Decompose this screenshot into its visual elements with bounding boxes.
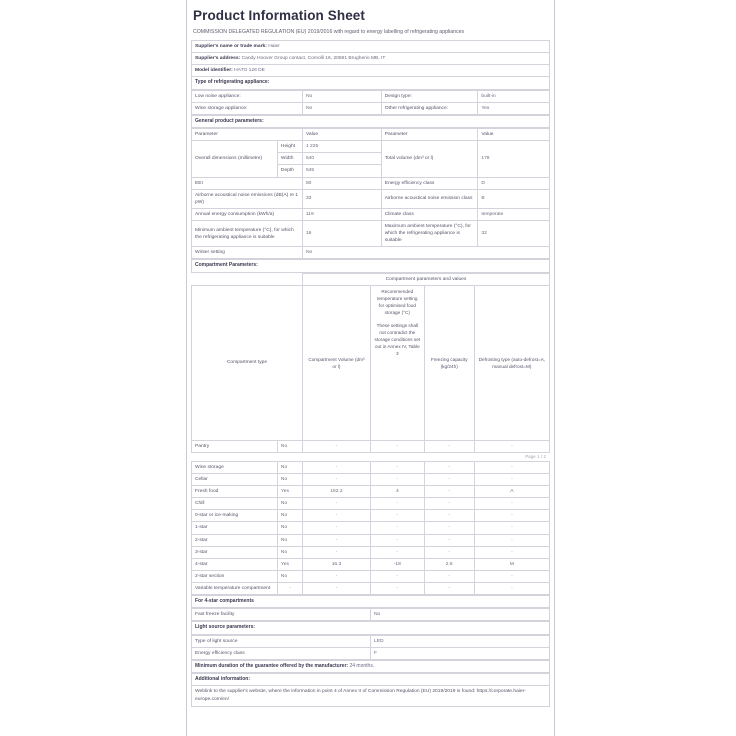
compartment-group-header: Compartment parameters and values [302, 273, 549, 285]
table-row [192, 558, 550, 570]
table-row [192, 498, 550, 510]
compartment-defrosting-chill: - [474, 498, 549, 510]
supplier-address-label: Supplier's address: [195, 56, 241, 62]
dimension-height-label: Height [277, 141, 302, 153]
compartment-defrosting-four-star: M [474, 558, 549, 570]
winter-setting-value: No [302, 247, 549, 259]
compartment-type-chill: Chill [192, 498, 278, 510]
additional-information-heading-row [192, 674, 550, 686]
compartment-parameters-heading: Compartment Parameters: [192, 260, 550, 272]
compartment-volume-zero-star: - [302, 510, 370, 522]
compartment-type-one-star: 1-star [192, 522, 278, 534]
compartment-temperature-three-star: - [370, 546, 424, 558]
table-row [192, 208, 550, 220]
compartment-temperature-one-star: - [370, 522, 424, 534]
compartment-freezing-four-star: 2.6 [424, 558, 474, 570]
four-star-heading: For 4-star compartments [192, 596, 550, 608]
supplier-name-row [192, 41, 550, 53]
guarantee-label: Minimum duration of the guarantee offered by the manufacturer: [195, 662, 349, 669]
compartment-volume-chill: - [302, 498, 370, 510]
header-value-right: Value [478, 129, 550, 141]
light-source-heading-row [192, 622, 550, 634]
fast-freeze-table [191, 608, 550, 621]
table-row [192, 247, 550, 259]
model-identifier-row [192, 65, 550, 77]
compartment-freezing-variable-temperature: - [424, 582, 474, 594]
compartment-volume-four-star: 16.3 [302, 558, 370, 570]
compartment-temperature-wine-storage: - [370, 461, 424, 473]
compartment-present-chill: No [277, 498, 302, 510]
other-refrigerating-value: Yes [478, 102, 550, 114]
energy-class-value: D [478, 177, 550, 189]
compartment-type-variable-temperature: Variable temperature compartment [192, 582, 278, 594]
appliance-type-table [191, 90, 550, 115]
compartment-volume-three-star: - [302, 546, 370, 558]
product-information-sheet [186, 0, 555, 736]
table-row [192, 534, 550, 546]
table-row [192, 177, 550, 189]
noise-class-value: B [478, 189, 550, 208]
compartment-type-four-star: 4-star [192, 558, 278, 570]
guarantee-cell [192, 660, 550, 672]
light-source-table [191, 635, 550, 660]
wine-storage-label: Wine storage appliance: [192, 102, 303, 114]
compartment-present-variable-temperature: - [277, 582, 302, 594]
compartment-present-four-star: Yes [277, 558, 302, 570]
dimension-depth-label: Depth [277, 165, 302, 177]
climate-class-label: Climate class [381, 208, 478, 220]
total-volume-value: 178 [478, 141, 550, 177]
table-row [192, 510, 550, 522]
table-row [192, 474, 550, 486]
dimension-width-value: 540 [302, 153, 381, 165]
noise-class-label: Airborne acoustical noise emission class [381, 189, 478, 208]
column-header-compartment-type: Compartment type [192, 285, 303, 440]
compartment-freezing-cellar: - [424, 474, 474, 486]
compartment-present-two-star: No [277, 534, 302, 546]
table-row [192, 647, 550, 659]
compartment-temperature-cellar: - [370, 474, 424, 486]
table-row [192, 582, 550, 594]
temperature-header-part2: These settings shall not contradict the storage conditions set out in Annex IV, Table 3 [374, 322, 421, 357]
supplier-table [191, 40, 550, 90]
compartment-continued-table [191, 461, 550, 595]
max-ambient-temp-label: Maximum ambient temperature (°C), for which the refrigerating appliance is suitable [381, 220, 478, 246]
compartment-volume-two-star: - [302, 534, 370, 546]
table-row [192, 90, 550, 102]
compartment-temperature-chill: - [370, 498, 424, 510]
overall-dimensions-label: Overall dimensions (millimetre) [192, 141, 278, 177]
header-parameter-left: Parameter [192, 129, 303, 141]
general-parameters-heading-row [192, 115, 550, 127]
compartment-volume-one-star: - [302, 522, 370, 534]
compartment-defrosting-two-star-section: - [474, 570, 549, 582]
supplier-address-cell [192, 53, 550, 65]
compartment-defrosting-three-star: - [474, 546, 549, 558]
table-row [192, 609, 550, 621]
column-header-temperature [370, 285, 424, 440]
compartment-defrosting-zero-star: - [474, 510, 549, 522]
compartment-defrosting-wine-storage: - [474, 461, 549, 473]
compartment-present-zero-star: No [277, 510, 302, 522]
compartment-defrosting-pantry: - [474, 440, 549, 452]
compartment-freezing-wine-storage: - [424, 461, 474, 473]
table-row [192, 141, 550, 153]
compartment-freezing-two-star-section: - [424, 570, 474, 582]
climate-class-value: temperate [478, 208, 550, 220]
compartment-temperature-zero-star: - [370, 510, 424, 522]
table-row [192, 522, 550, 534]
general-parameters-heading: General product parameters: [192, 115, 550, 127]
fast-freeze-label: Fast freeze facility [192, 609, 371, 621]
noise-emissions-value: 33 [302, 189, 381, 208]
model-identifier-value: HATO 126 DE [234, 68, 265, 74]
compartment-type-zero-star: 0-star or ice-making [192, 510, 278, 522]
page-marker: Page 1 / 2 [525, 453, 546, 459]
wine-storage-value: No [302, 102, 381, 114]
general-parameters-heading-table [191, 115, 550, 128]
table-row [192, 220, 550, 246]
supplier-name-value: Haier [268, 44, 280, 50]
compartment-present-fresh-food: Yes [277, 486, 302, 498]
compartment-defrosting-variable-temperature: - [474, 582, 549, 594]
design-type-value: built-in [478, 90, 550, 102]
guarantee-value: 24 months. [349, 662, 375, 669]
compartment-column-header-row [192, 285, 550, 440]
weblink-url[interactable]: https://corporate.haier-europe.com/en/ [195, 689, 526, 703]
min-ambient-temp-label: Minimum ambient temperature (°C), for which the refrigerating appliance is suitable [192, 220, 303, 246]
appliance-type-heading-row [192, 77, 550, 89]
compartment-heading-table [191, 259, 550, 272]
guarantee-table [191, 660, 550, 673]
low-noise-label: Low noise appliance: [192, 90, 303, 102]
table-row [192, 635, 550, 647]
table-row [192, 102, 550, 114]
compartment-header-table [191, 273, 550, 453]
light-source-type-label: Type of light source [192, 635, 371, 647]
supplier-name-cell [192, 41, 550, 53]
eei-label: EEI [192, 177, 303, 189]
compartment-temperature-variable-temperature: - [370, 582, 424, 594]
annual-energy-value: 119 [302, 208, 381, 220]
compartment-freezing-fresh-food: - [424, 486, 474, 498]
page-title: Product Information Sheet [193, 8, 366, 23]
compartment-defrosting-one-star: - [474, 522, 549, 534]
compartment-group-header-row [192, 273, 550, 285]
dimension-depth-value: 545 [302, 165, 381, 177]
compartment-temperature-fresh-food: 4 [370, 486, 424, 498]
eei-value: 80 [302, 177, 381, 189]
guarantee-row [192, 660, 550, 672]
compartment-present-two-star-section: No [277, 570, 302, 582]
compartment-volume-two-star-section: - [302, 570, 370, 582]
compartment-freezing-two-star: - [424, 534, 474, 546]
compartment-present-one-star: No [277, 522, 302, 534]
other-refrigerating-label: Other refrigerating appliance: [381, 102, 478, 114]
compartment-parameters-heading-row [192, 260, 550, 272]
compartment-present-pantry: No [277, 440, 302, 452]
supplier-address-row [192, 53, 550, 65]
light-source-class-value: F [371, 647, 550, 659]
compartment-temperature-four-star: -18 [370, 558, 424, 570]
additional-information-table [191, 673, 550, 707]
compartment-type-three-star: 3-star [192, 546, 278, 558]
energy-class-label: Energy efficiency class [381, 177, 478, 189]
compartment-type-two-star: 2-star [192, 534, 278, 546]
compartment-present-three-star: No [277, 546, 302, 558]
four-star-section-table [191, 595, 550, 608]
additional-information-heading: Additional information: [192, 674, 550, 686]
winter-setting-label: Winter setting [192, 247, 303, 259]
weblink-row [192, 686, 550, 707]
compartment-volume-fresh-food: 162.2 [302, 486, 370, 498]
compartment-freezing-pantry: - [424, 440, 474, 452]
dimension-height-value: 1 225 [302, 141, 381, 153]
compartment-volume-cellar: - [302, 474, 370, 486]
table-row [192, 570, 550, 582]
compartment-volume-pantry: - [302, 440, 370, 452]
column-header-volume: Compartment Volume (dm³ or l) [302, 285, 370, 440]
general-parameters-table [191, 128, 550, 259]
compartment-temperature-two-star-section: - [370, 570, 424, 582]
supplier-address-value: Candy Hoover Group contact, Comolli 16, 20861 Brugherio MB, IT [241, 56, 386, 62]
design-type-label: Design type: [381, 90, 478, 102]
noise-emissions-label: Airborne acoustical noise emissions (dB(A) re 1 pW) [192, 189, 303, 208]
model-identifier-label: Model identifier: [195, 68, 233, 74]
compartment-type-two-star-section: 2-star section [192, 570, 278, 582]
table-row [192, 546, 550, 558]
header-value-left: Value [302, 129, 381, 141]
light-source-class-label: Energy efficiency class [192, 647, 371, 659]
compartment-defrosting-two-star: - [474, 534, 549, 546]
compartment-present-wine-storage: No [277, 461, 302, 473]
table-row [192, 486, 550, 498]
compartment-type-wine-storage: Wine storage [192, 461, 278, 473]
low-noise-value: No [302, 90, 381, 102]
compartment-defrosting-fresh-food: A [474, 486, 549, 498]
max-ambient-temp-value: 32 [478, 220, 550, 246]
compartment-freezing-chill: - [424, 498, 474, 510]
dimension-width-label: Width [277, 153, 302, 165]
light-source-heading: Light source parameters: [192, 622, 550, 634]
compartment-temperature-pantry: - [370, 440, 424, 452]
min-ambient-temp-value: 16 [302, 220, 381, 246]
general-parameters-header-row [192, 129, 550, 141]
compartment-volume-wine-storage: - [302, 461, 370, 473]
light-source-heading-table [191, 621, 550, 634]
table-row [192, 440, 550, 452]
compartment-type-pantry: Pantry [192, 440, 278, 452]
weblink-description: Weblink to the supplier's website, where the information in point 4 of Annex II of Commission Regulation (EU) 2019/2019 is found: [195, 689, 476, 695]
column-header-freezing-capacity: Freezing capacity (kg/24h) [424, 285, 474, 440]
annual-energy-label: Annual energy consumption (kWh/a) [192, 208, 303, 220]
compartment-freezing-zero-star: - [424, 510, 474, 522]
compartment-temperature-two-star: - [370, 534, 424, 546]
model-identifier-cell [192, 65, 550, 77]
four-star-heading-row [192, 596, 550, 608]
regulation-reference: COMMISSION DELEGATED REGULATION (EU) 2019/2016 with regard to energy labelling of refrigerating appliances [193, 29, 465, 35]
compartment-freezing-three-star: - [424, 546, 474, 558]
total-volume-label: Total volume (dm³ or l) [381, 141, 478, 177]
compartment-present-cellar: No [277, 474, 302, 486]
weblink-cell [192, 686, 550, 707]
supplier-name-label: Supplier's name or trade mark: [195, 44, 267, 50]
fast-freeze-value: No [371, 609, 550, 621]
column-header-defrosting-type: Defrosting type (auto-defrost=A, manual defrost=M) [474, 285, 549, 440]
appliance-type-heading: Type of refrigerating appliance: [192, 77, 550, 89]
table-row [192, 461, 550, 473]
table-row [192, 189, 550, 208]
compartment-defrosting-cellar: - [474, 474, 549, 486]
light-source-type-value: LED [371, 635, 550, 647]
temperature-header-part1: Recommended temperature setting for optimised food storage (°C) [377, 288, 418, 315]
compartment-type-cellar: Cellar [192, 474, 278, 486]
header-parameter-right: Parameter [381, 129, 478, 141]
compartment-freezing-one-star: - [424, 522, 474, 534]
compartment-type-fresh-food: Fresh food [192, 486, 278, 498]
compartment-volume-variable-temperature: - [302, 582, 370, 594]
